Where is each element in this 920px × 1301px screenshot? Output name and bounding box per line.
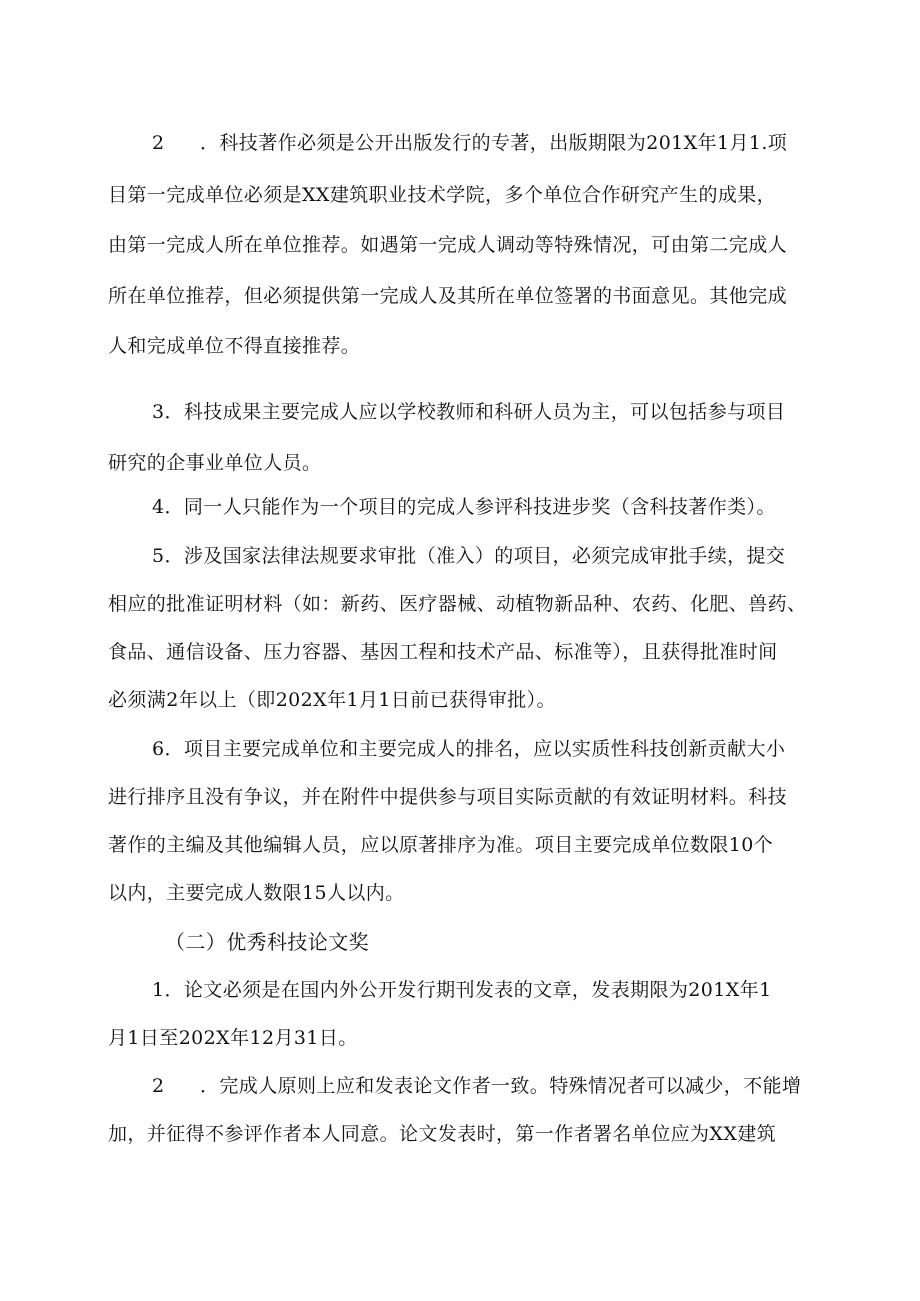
line-text: ．完成人原则上应和发表论文作者一致。特殊情况者可以减少，不能增 (200, 1075, 802, 1097)
paragraph-6-line-1: 6．项目主要完成单位和主要完成人的排名，应以实质性科技创新贡献大小 (152, 738, 786, 760)
list-number: 2 (152, 132, 165, 154)
paragraph-5-line-2: 相应的批准证明材料（如：新药、医疗器械、动植物新品种、农药、化肥、兽药、 (108, 593, 807, 615)
paragraph-6-line-4: 以内，主要完成人数限15人以内。 (108, 882, 405, 904)
paragraph-5-line-4: 必须满2年以上（即202X年1月1日前已获得审批）。 (108, 689, 556, 711)
paragraph-4-line-1: 4．同一人只能作为一个项目的完成人参评科技进步奖（含科技著作类）。 (152, 496, 776, 518)
paragraph-2-line-5: 人和完成单位不得直接推荐。 (108, 335, 361, 357)
paragraph-3-line-1: 3．科技成果主要完成人应以学校教师和科研人员为主，可以包括参与项目 (152, 401, 786, 423)
section-heading: （二）优秀科技论文奖 (165, 930, 369, 954)
paragraph-6-line-2: 进行排序且没有争议，并在附件中提供参与项目实际贡献的有效证明材料。科技 (108, 786, 788, 808)
paragraph-2-line-2: 目第一完成单位必须是XX建筑职业技术学院，多个单位合作研究产生的成果， (108, 184, 777, 206)
line-text: ．科技著作必须是公开出版发行的专著，出版期限为201X年1月1.项 (200, 132, 788, 154)
paper-paragraph-2-line-2: 加，并征得不参评作者本人同意。论文发表时，第一作者署名单位应为XX建筑 (108, 1123, 777, 1145)
paper-paragraph-1-line-1: 1．论文必须是在国内外公开发行期刊发表的文章，发表期限为201X年1 (152, 979, 772, 1001)
paragraph-3-line-2: 研究的企事业单位人员。 (108, 452, 322, 474)
paragraph-5-line-1: 5．涉及国家法律法规要求审批（准入）的项目，必须完成审批手续，提交 (152, 545, 786, 567)
paragraph-2-line-4: 所在单位推荐，但必须提供第一完成人及其所在单位签署的书面意见。其他完成 (108, 285, 788, 307)
list-number: 2 (152, 1075, 165, 1097)
paragraph-2-line-3: 由第一完成人所在单位推荐。如遇第一完成人调动等特殊情况，可由第二完成人 (108, 234, 788, 256)
paper-paragraph-1-line-2: 月1日至202X年12月31日。 (108, 1027, 358, 1049)
paragraph-6-line-3: 著作的主编及其他编辑人员，应以原著排序为准。项目主要完成单位数限10个 (108, 834, 774, 856)
paragraph-5-line-3: 食品、通信设备、压力容器、基因工程和技术产品、标准等），且获得批准时间 (108, 641, 778, 663)
